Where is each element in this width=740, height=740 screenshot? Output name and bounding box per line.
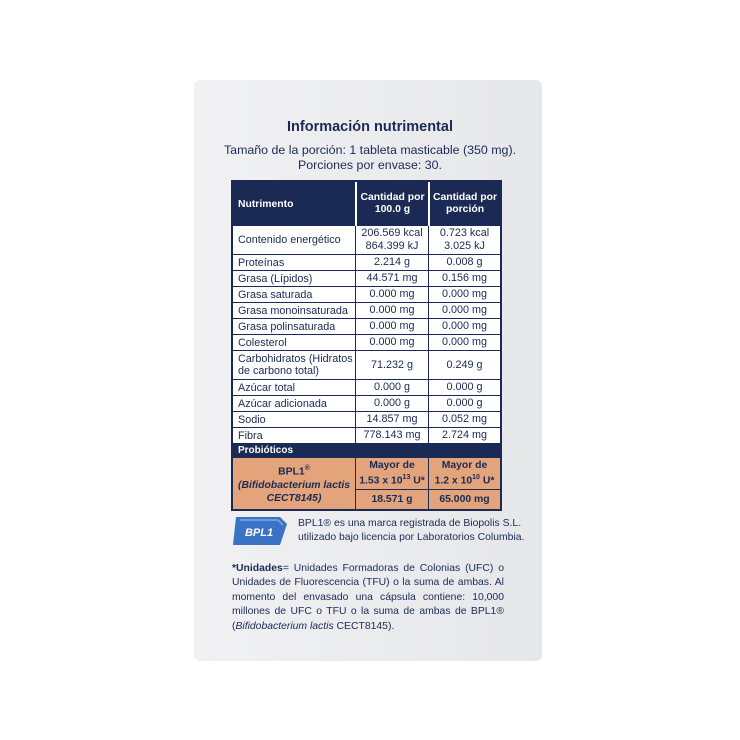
servings-per-container: Porciones por envase: 30. [298,158,442,172]
value-per-serving: 0.156 mg [428,271,500,286]
nutrient-name: Sodio [238,413,266,426]
probiotic-per-serving: Mayor de 1.2 x $10^{10}$ U* 65.000 mg [428,458,500,509]
value-per-serving: 2.724 mg [428,428,500,443]
value-per-serving: 0.052 mg [428,412,500,427]
value-per-100g: 0.000 mg [355,287,428,302]
table-row [233,411,500,427]
value-per-100g: 71.232 g [355,351,428,379]
table-row [233,334,500,350]
units-note: *Unidades= Unidades Formadoras de Colonias (UFC) o Unidades de Fluorescencia (TFU) o la suma de ambas. Al momento del envasado una cápsula contiene: 10,000 millones de UFC o TFU o la suma de ambas de BPL1® (Bifidobacterium lactis CECT8145). [232,563,504,632]
nutrition-table [231,180,502,511]
logo-text: BPL1 [244,527,274,539]
nutrient-name: Azúcar adicionada [238,397,327,410]
value-per-serving: 0.000 mg [428,303,500,318]
value-per-serving: 0.008 g [428,255,500,270]
nutrient-name: Carbohidratos (Hidratos de carbono total) [238,353,353,377]
header-per-serving: Cantidad por porción [428,182,500,226]
table-row [233,379,500,395]
header-nutrient: Nutrimento [238,198,294,210]
value-per-100g: 0.000 mg [355,303,428,318]
value-per-100g: 0.000 g [355,380,428,395]
table-row [233,350,500,379]
value-per-serving: 0.000 mg [428,287,500,302]
value-per-serving: 0.249 g [428,351,500,379]
table-row [233,270,500,286]
page-title: Información nutrimental [287,119,453,135]
table-row [233,318,500,334]
table-row [233,226,500,254]
bpl1-logo [232,516,288,546]
probiotic-name: BPL1® (Bifidobacterium lactis CECT8145) [237,465,350,504]
table-row [233,395,500,411]
value-per-100g: 44.571 mg [355,271,428,286]
value-per-serving: 0.723 kcal 3.025 kJ [428,226,500,254]
nutrient-name: Grasa polinsaturada [238,320,336,333]
value-per-100g: 778.143 mg [355,428,428,443]
header-per-100g: Cantidad por 100.0 g [355,182,428,226]
value-per-100g: 0.000 mg [355,319,428,334]
nutrient-name: Grasa saturada [238,288,313,301]
value-per-100g: 14.857 mg [355,412,428,427]
value-per-100g: 0.000 mg [355,335,428,350]
value-per-serving: 0.000 mg [428,319,500,334]
table-row [233,302,500,318]
nutrient-name: Grasa monoinsaturada [238,304,348,317]
value-per-serving: 0.000 mg [428,335,500,350]
table-row [233,254,500,270]
probiotic-per-100g: Mayor de 1.53 x $10^{13}$ U* 18.571 g [355,458,428,509]
value-per-serving: 0.000 g [428,396,500,411]
registration-note: BPL1® es una marca registrada de Biopolis S.L. utilizado bajo licencia por Laboratorios Columbia. [298,518,525,543]
nutrient-name: Colesterol [238,336,287,349]
nutrient-name: Contenido energético [238,234,341,246]
value-per-100g: 2.214 g [355,255,428,270]
value-per-100g: 206.569 kcal 864.399 kJ [355,226,428,254]
probiotics-row [233,458,500,509]
value-per-100g: 0.000 g [355,396,428,411]
table-body [233,226,500,443]
probiotics-section-label: Probióticos [233,443,500,458]
nutrient-name: Proteínas [238,256,285,269]
nutrient-name: Grasa (Lípidos) [238,272,313,285]
serving-size: Tamaño de la porción: 1 tableta masticable (350 mg). [223,143,517,157]
nutrient-name: Azúcar total [238,381,296,394]
value-per-serving: 0.000 g [428,380,500,395]
table-row [233,286,500,302]
table-header [233,182,500,226]
table-row [233,427,500,443]
nutrient-name: Fibra [238,429,263,442]
